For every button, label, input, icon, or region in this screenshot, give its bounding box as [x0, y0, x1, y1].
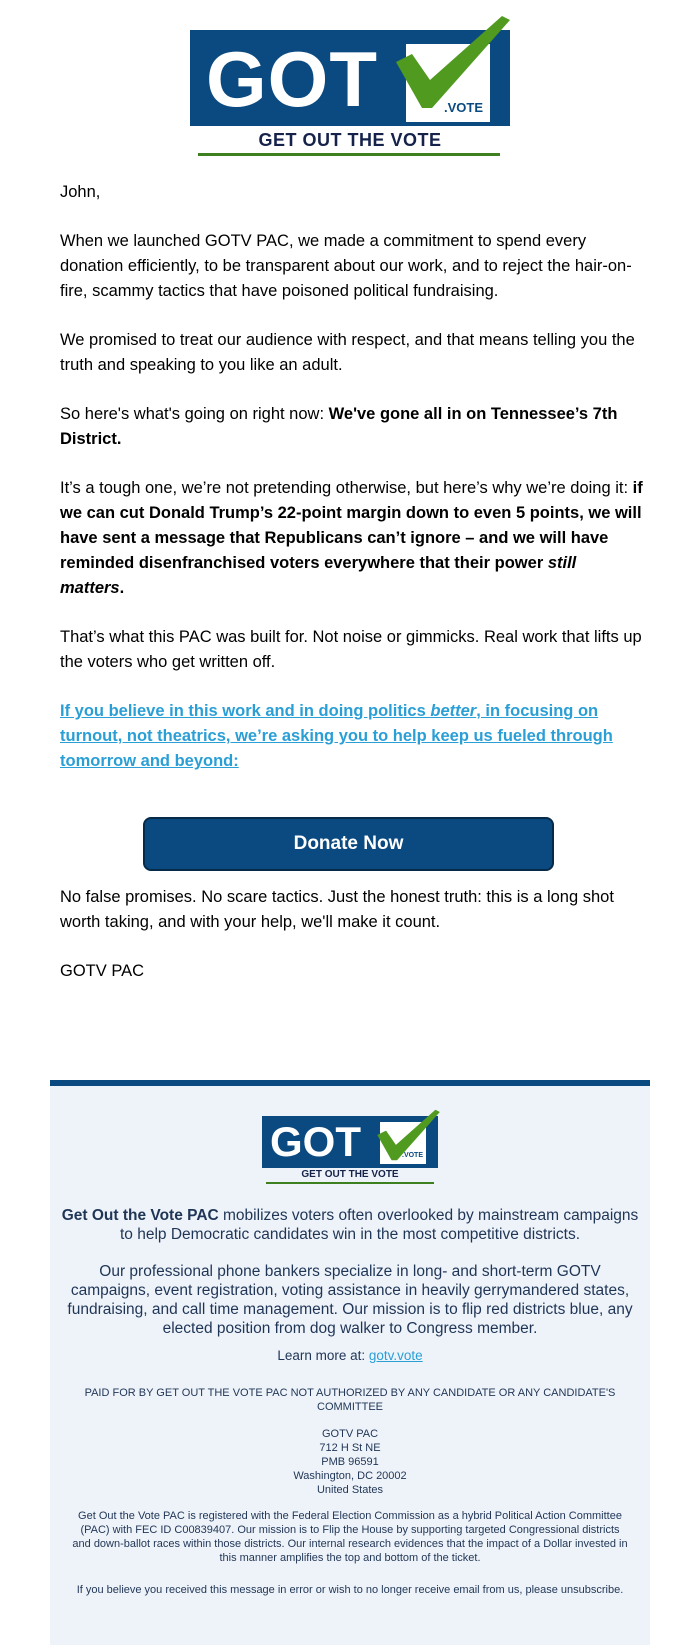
footer-logo-underline: [266, 1182, 434, 1184]
footer-logo-vote-text: .VOTE: [402, 1152, 424, 1159]
address-line: GOTV PAC: [321, 1428, 379, 1440]
address-line: Washington, DC 20002: [293, 1470, 407, 1482]
logo-underline: [198, 153, 500, 156]
logo-vote-text: .VOTE: [444, 100, 484, 115]
paragraph-why: [60, 476, 645, 601]
cta-part2[interactable]: , in focusing on turnout, not theatrics, we’re asking you to help keep us fueled through tomorrow and beyond:: [60, 702, 613, 770]
address-line: 712 H St NE: [319, 1442, 381, 1454]
paragraph-purpose: That’s what this PAC was built for. Not noise or gimmicks. Real work that lifts up the voters who get written off.: [60, 628, 642, 671]
footer-logo: [262, 1106, 438, 1186]
email-body: [60, 180, 645, 798]
donate-button[interactable]: Donate Now: [143, 817, 554, 871]
unsubscribe-notice[interactable]: If you believe you received this message in error or wish to no longer receive email from us, please unsubscribe.: [76, 1584, 624, 1596]
logo-text: GOT: [206, 35, 378, 123]
paragraph-commitment: When we launched GOTV PAC, we made a commitment to spend every donation efficiently, to be transparent about our work, and to reject the hair-on-fire, scammy tactics that have poisoned political fundraising.: [60, 232, 632, 300]
footer-mission: Our professional phone bankers specialize in long- and short-term GOTV campaigns, event registration, voting assistance in heavily gerrymandered states, fundraising, and call time management. Our mission is to flip red districts blue, any elected position from dog walker to Congress member.: [67, 1263, 633, 1337]
paragraph-respect: We promised to treat our audience with respect, and that means telling you the truth and speaking to you like an adult.: [60, 331, 635, 374]
address-line: PMB 96591: [321, 1456, 379, 1468]
cta-part1[interactable]: If you believe in this work and in doing politics: [60, 702, 431, 720]
update-intro: So here's what's going on right now:: [60, 405, 329, 423]
footer-about: [60, 1206, 640, 1244]
footer-logo-text: GOT: [270, 1118, 361, 1165]
paid-for-disclaimer: PAID FOR BY GET OUT THE VOTE PAC NOT AUTHORIZED BY ANY CANDIDATE OR ANY CANDIDATE'S COMMITTEE: [84, 1387, 616, 1413]
email-closing: [60, 885, 645, 1008]
paragraph-closing: No false promises. No scare tactics. Just the honest truth: this is a long shot worth taking, and with your help, we'll make it count.: [60, 888, 614, 931]
gotv-logo: [190, 10, 510, 160]
why-italic: still matters: [60, 554, 577, 597]
fec-disclaimer: Get Out the Vote PAC is registered with the Federal Election Commission as a hybrid Political Action Committee (PAC) with FEC ID C00839407. Our mission is to Flip the House by supporting targeted Congressional districts and down-ballot races within those districts. Our internal research evidences that the impact of a Dollar invested in this manner amplifies the top and bottom of the ticket.: [72, 1510, 628, 1564]
footer-org-name: Get Out the Vote PAC: [61, 1207, 219, 1224]
logo-tagline: GET OUT THE VOTE: [258, 130, 442, 150]
cta-italic[interactable]: better: [430, 702, 477, 720]
learn-more-label: Learn more at:: [277, 1348, 369, 1363]
mailing-address: [60, 1427, 640, 1497]
update-bold: We've gone all in on Tennessee’s 7th District.: [60, 405, 618, 448]
address-line: United States: [316, 1484, 384, 1496]
website-link[interactable]: gotv.vote: [368, 1348, 423, 1363]
signature: GOTV PAC: [60, 962, 145, 980]
why-end: .: [119, 579, 125, 597]
checkmark-icon: [390, 10, 514, 114]
email-footer: [50, 1080, 650, 1645]
footer-logo-tagline: GET OUT THE VOTE: [301, 1169, 399, 1180]
paragraph-update: [60, 402, 645, 452]
why-bold-text: if we can cut Donald Trump’s 22-point margin down to even 5 points, we will have sent a message that Republicans can’t ignore – and we will have reminded disenfranchised voters everywhere that their power: [60, 479, 643, 572]
footer-learn-more: [60, 1348, 640, 1363]
footer-about-rest: mobilizes voters often overlooked by mainstream campaigns to help Democratic candidates win in the most competitive districts.: [119, 1207, 639, 1243]
greeting: John,: [60, 183, 101, 201]
cta-link[interactable]: [60, 699, 645, 774]
why-intro: It’s a tough one, we’re not pretending otherwise, but here’s why we’re doing it:: [60, 479, 633, 497]
